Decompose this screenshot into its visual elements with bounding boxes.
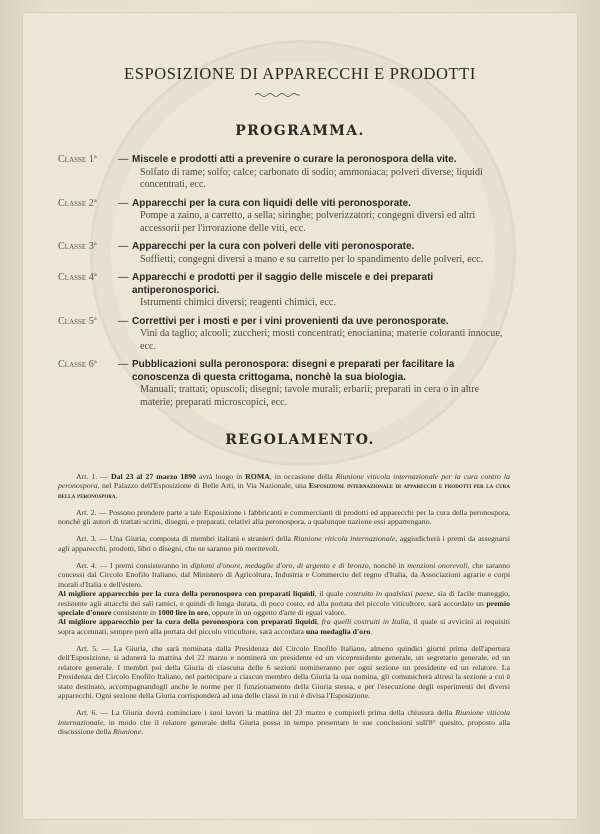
class-label: Classe 6ª [58,359,97,370]
class-description: Soffietti; congegni diversi a mano e su carretto per lo spandimento delle polveri, ecc. [140,253,484,265]
class-title: Miscele e prodotti atti a prevenire o curare la peronospora della vite. [132,154,457,165]
article-4: Art. 4. — I premi consisteranno in diplomi d'onore, medaglie d'oro, di argento e di bronzo, nonchè in menzioni onorevoli, che saranno concessi dal Circolo Enofilo Italiano, dal Ministero di Agricoltura, Industria e Commercio del regno d'Italia, da Associazioni agrarie e corpi morali d'Italia e dell'estero. Al migliore apparecchio per la cura della peronospora con preparati liquidi, il quale costruito in qualsiasi paese, sia di facile maneggio, resistente agli attacchi dei sali ramici, e quindi di lunga durata, di poco costo, ed alla portata del piccolo viticultore, sarà accordato un premio speciale d'onore consistente in 1000 lire in oro, oppure in un oggetto d'arte di egual valore. Al migliore apparecchio per la cura della peronospora con preparati liquidi, fra quelli costruiti in Italia, il quale si avvicini ai requisiti sopra accennati, sempre però alla portata del piccolo viticultore, sarà accordata una medaglia d'oro. [58,561,510,636]
class-dash: — [118,315,129,327]
class-description: Vini da taglio; alcooli; zuccheri; mosti concentrati; enocianina; materie coloranti innocue, ecc. [140,328,503,352]
document-title: ESPOSIZIONE DI APPARECCHI E PRODOTTI [124,64,476,83]
ornament-divider [255,92,300,98]
regolamento-articles [58,464,510,742]
class-title: Apparecchi e prodotti per il saggio delle miscele e dei preparati antiperonosporici. [132,272,434,296]
article-5: Art. 5. — La Giuria, che sarà nominata dalla Presidenza del Circolo Enofilo Italiano, almeno quindici giorni prima dell'apertura dell'Esposizione, si adunerà la mattina del 22 marzo e nominerà un presidente ed un vicepresidente generale, un segretario generale, ed un relatore generale. I membri poi della Giuria di ciascuna delle 6 sezioni nomineranno per ogni sezione un presidente ed un relatore. La Presidenza del Circolo Enofilo Italiano, nel partecipare a ciascun membro della Giuria la sua nomina, gli comunicherà altresì la sezione a cui è stato destinato, accompagnandogli anche le norme per il funzionamento della Giuria stessa, e per l'esecuzione degli esperimenti dei diversi apparecchi. Ogni sezione della Giuria corrisponderà ad una delle classi in cui è divisa l'Esposizione. [58,644,510,701]
class-item [58,316,510,354]
article-1: Art. 1. — Dal 23 al 27 marzo 1890 avrà luogo in ROMA, in occasione della Riunione viticola internazionale per la cura contro la peronospora, nel Palazzo dell'Esposizione di Belle Arti, in Via Nazionale, una Esposizione internazionale di apparecchi e prodotti per la cura della peronospora. [58,471,511,500]
article-3: Art. 3. — Una Giuria, composta di membri italiani e stranieri della Riunione viticola internazionale, aggiudicherà i premi da assegnarsi agli apparecchi, prodotti, libri o disegni, che ne saranno più meritevoli. [58,534,511,553]
class-item [58,272,510,310]
class-title: Apparecchi per la cura con polveri delle viti peronosporate. [132,241,415,252]
class-dash: — [118,197,129,209]
class-item [58,359,510,409]
article-6: Art. 6. — La Giuria dovrà cominciare i suoi lavori la mattina del 23 marzo e compierli prima della chiusura della Riunione viticola internazionale, in modo che il relatore generale della Giuria possa in tempo presentare le sue conclusioni sull'8° quesito, proposto alla discussione della Riunione. [58,708,510,737]
class-label: Classe 5ª [58,315,97,327]
article-2: Art. 2. — Possono prendere parte a tale Esposizione i fabbricanti e commercianti di prodotti ed apparecchi per la cura della peronospora, nonchè gli autori di trattati scritti, disegni, e preparati, relativi alla peronospora, a qualunque nazione essi appartengano. [58,507,510,527]
class-label: Classe 3ª [58,241,97,252]
class-item [58,241,510,266]
class-item [58,198,510,236]
class-item [58,154,510,192]
class-title: Pubblicazioni sulla peronospora: disegni e preparati per facilitare la conoscenza di questa crittogama, nonchè la sua biologia. [132,359,455,383]
class-label: Classe 2ª [58,197,97,209]
class-description: Istrumenti chimici diversi; reagenti chimici, ecc. [140,297,336,308]
class-dash: — [118,359,129,370]
class-title: Apparecchi per la cura con liquidi delle viti peronosporate. [132,197,411,209]
class-label: Classe 1ª [58,154,97,165]
class-dash: — [118,154,129,165]
programma-heading: PROGRAMMA. [235,123,365,139]
class-title: Correttivi per i mosti e per i vini provenienti da uve peronosporate. [132,315,449,327]
class-label: Classe 4ª [58,272,97,283]
class-description: Pompe a zaino, a carretto, a sella; siringhe; polverizzatori; congegni diversi ed altri accessorii per l'irrorazione delle viti, ecc. [140,210,476,234]
class-dash: — [118,241,129,252]
class-dash: — [118,272,129,283]
class-description: Manuali; trattati; opuscoli; disegni; tavole murali; erbarii; preparati in cera o in altre materie; preparati microscopici, ecc. [140,384,480,408]
regolamento-heading: REGOLAMENTO. [225,432,375,448]
programma-list [58,154,510,415]
class-description: Solfato di rame; solfo; calce; carbonato di sodio; ammoniaca; polveri diverse; liquidi concentrati, ecc. [140,166,483,190]
